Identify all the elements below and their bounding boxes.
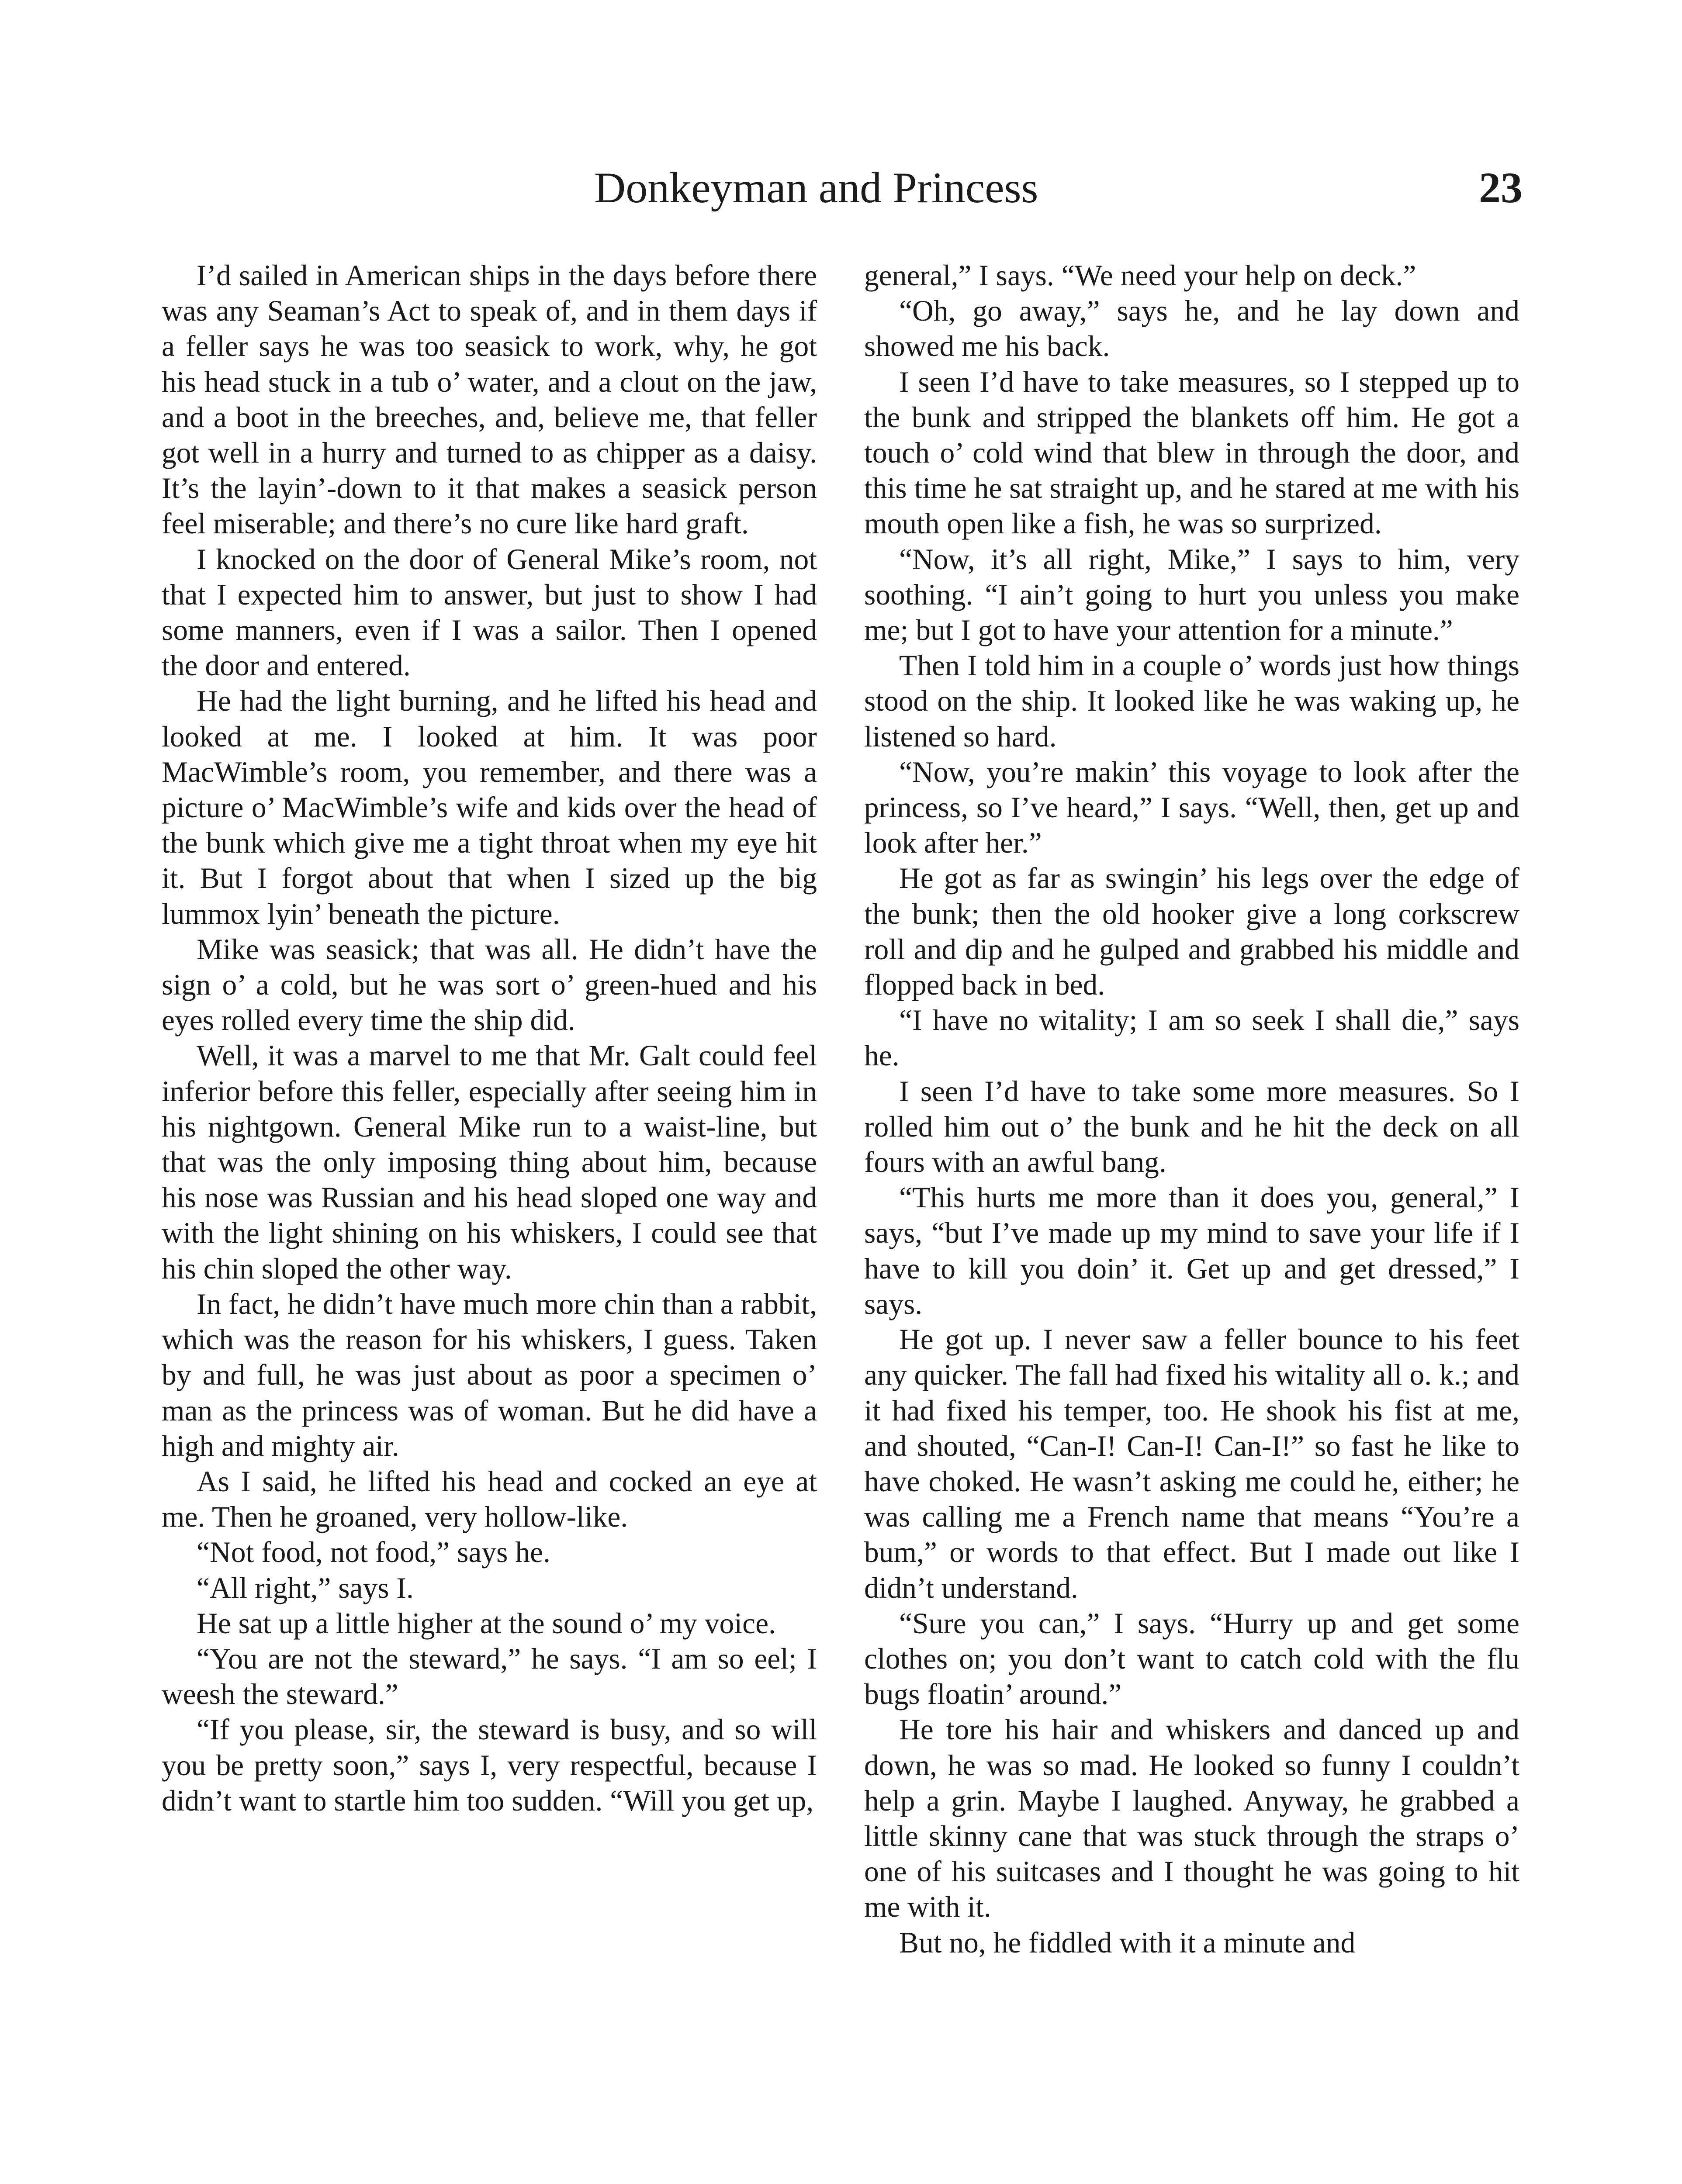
paragraph: He got up. I never saw a feller bounce to his feet any quicker. The fall had fixed his witality all o. k.; and it had fixed his temper, too. He shook his fist at me, and shouted, “Can-I! Can-I! Can-I!” so fast he like to have choked. He wasn’t asking me could he, either; he was calling me a French name that means “You’re a bum,” or words to that effect. But I made out like I didn’t understand.: [864, 1323, 1519, 1604]
paragraph: In fact, he didn’t have much more chin than a rabbit, which was the reason for his whiskers, I guess. Taken by and full, he was just about as poor a specimen o’ man as the princess was of woman. But he did have a high and mighty air.: [162, 1287, 817, 1462]
paragraph: He tore his hair and whiskers and danced up and down, he was so mad. He looked so funny I couldn’t help a grin. Maybe I laughed. Anyway, he grabbed a little skinny cane that was stuck through the straps o’ one of his suitcases and I thought he was going to hit me with it.: [864, 1713, 1519, 1924]
left-column: [162, 258, 817, 1818]
paragraph: He had the light burning, and he lifted his head and looked at me. I looked at him. It was poor MacWimble’s room, you remember, and there was a picture o’ MacWimble’s wife and kids over the head of the bunk which give me a tight throat when my eye hit it. But I forgot about that when I sized up the big lummox lyin’ beneath the picture.: [162, 684, 817, 930]
paragraph: I’d sailed in American ships in the days before there was any Seaman’s Act to speak of, and in them days if a feller says he was too seasick to work, why, he got his head stuck in a tub o’ water, and a clout on the jaw, and a boot in the breeches, and, believe me, that feller got well in a hurry and turned to as chipper as a daisy. It’s the layin’-down to it that makes a seasick person feel miserable; and there’s no cure like hard graft.: [162, 259, 817, 540]
paragraph: Well, it was a marvel to me that Mr. Galt could feel inferior before this feller, especially after seeing him in his nightgown. General Mike run to a waist-line, but that was the only imposing thing about him, because his nose was Russian and his head sloped one way and with the light shining on his whiskers, I could see that his chin sloped the other way.: [162, 1039, 817, 1285]
running-title: Donkeyman and Princess: [594, 163, 1038, 212]
paragraph: I seen I’d have to take some more measures. So I rolled him out o’ the bunk and he hit the deck on all fours with an awful bang.: [864, 1075, 1519, 1179]
paragraph: Then I told him in a couple o’ words just how things stood on the ship. It looked like he was waking up, he listened so hard.: [864, 649, 1519, 753]
paragraph: “Now, you’re makin’ this voyage to look after the princess, so I’ve heard,” I says. “Well, then, get up and look after her.”: [864, 755, 1519, 860]
paragraph: I knocked on the door of General Mike’s room, not that I expected him to answer, but just to show I had some manners, even if I was a sailor. Then I opened the door and entered.: [162, 543, 817, 682]
paragraph: “Sure you can,” I says. “Hurry up and get some clothes on; you don’t want to catch cold with the flu bugs floatin’ around.”: [864, 1607, 1519, 1711]
paragraph: I seen I’d have to take measures, so I stepped up to the bunk and stripped the blankets off him. He got a touch o’ cold wind that blew in through the door, and this time he sat straight up, and he stared at me with his mouth open like a fish, he was so surprized.: [864, 365, 1519, 540]
paragraph: “If you please, sir, the steward is busy, and so will you be pretty soon,” says I, very respectful, because I didn’t want to startle him too sudden. “Will you get up,: [162, 1713, 817, 1817]
paragraph: “Now, it’s all right, Mike,” I says to him, very soothing. “I ain’t going to hurt you unless you make me; but I got to have your attention for a minute.”: [864, 543, 1519, 647]
paragraph: “Not food, not food,” says he.: [197, 1536, 550, 1569]
paragraph: “This hurts me more than it does you, general,” I says, “but I’ve made up my mind to save your life if I have to kill you doin’ it. Get up and get dressed,” I says.: [864, 1181, 1519, 1320]
paragraph: “Oh, go away,” says he, and he lay down and showed me his back.: [864, 294, 1519, 363]
paragraph: “You are not the steward,” he says. “I am so eel; I weesh the steward.”: [162, 1642, 817, 1711]
paragraph: Mike was seasick; that was all. He didn’t have the sign o’ a cold, but he was sort o’ green-hued and his eyes rolled every time the ship did.: [162, 933, 817, 1037]
paragraph: As I said, he lifted his head and cocked an eye at me. Then he groaned, very hollow-like.: [162, 1465, 817, 1534]
page-number: 23: [1479, 163, 1523, 212]
page-header: [0, 162, 1682, 223]
paragraph: “All right,” says I.: [197, 1571, 414, 1604]
paragraph: But no, he fiddled with it a minute and: [899, 1926, 1356, 1959]
paragraph: He got as far as swingin’ his legs over the edge of the bunk; then the old hooker give a long corkscrew roll and dip and he gulped and grabbed his middle and flopped back in bed.: [864, 862, 1519, 1002]
paragraph: “I have no witality; I am so seek I shall die,” says he.: [864, 1004, 1519, 1072]
paragraph: He sat up a little higher at the sound o’ my voice.: [197, 1607, 776, 1640]
right-column: [864, 258, 1519, 1960]
paragraph-continued: general,” I says. “We need your help on deck.”: [864, 259, 1416, 292]
